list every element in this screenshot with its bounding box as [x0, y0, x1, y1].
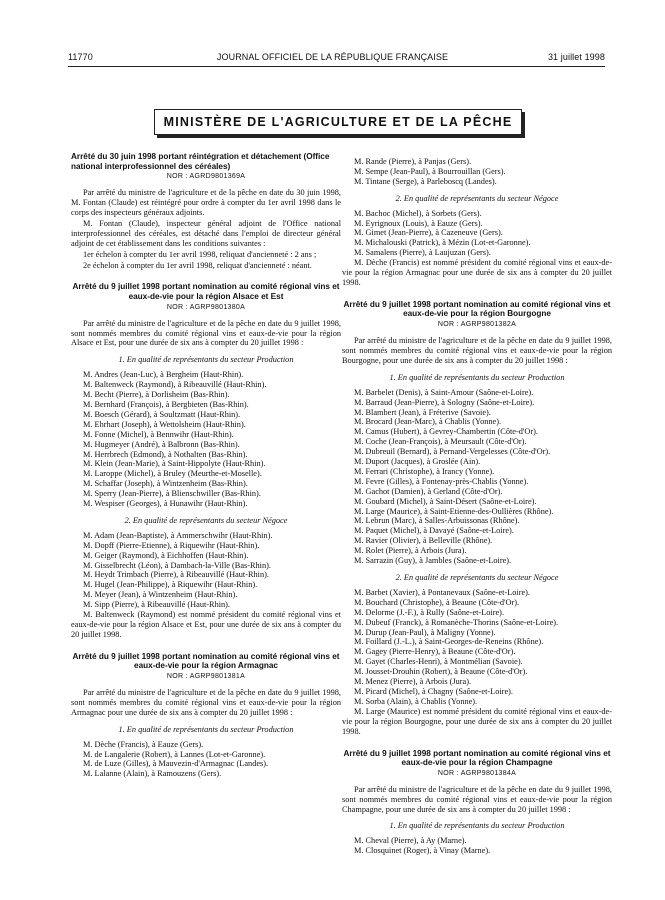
list-item: M. Boesch (Gérard), à Soultzmatt (Haut-Rhin).	[83, 409, 241, 419]
list-item: M. Paquet (Michel), à Davayé (Saône-et-Loire).	[354, 526, 514, 536]
journal-title: JOURNAL OFFICIEL DE LA RÉPUBLIQUE FRANÇAISE	[216, 52, 449, 62]
list-item: M. Adam (Jean-Baptiste), à Ammerschwihr (Haut-Rhin).	[83, 530, 273, 540]
list-item: M. Hugel (Jean-Philippe), à Riquewihr (Haut-Rhin).	[83, 580, 258, 590]
list-item: M. Samalens (Pierre), à Laujuzan (Gers).	[354, 248, 491, 258]
list-item: M. Large (Maurice), à Saint-Etienne-des-Oullières (Rhône).	[354, 506, 554, 516]
list-item: M. Rolet (Pierre), à Arbois (Jura).	[354, 546, 467, 556]
list-item: M. Tintane (Serge), à Parleboscq (Landes).	[354, 176, 497, 186]
list-item: M. Wespiser (Georges), à Hunawihr (Haut-Rhin).	[83, 499, 248, 509]
list-item: M. Blambert (Jean), à Fréterive (Savoie).	[354, 407, 491, 417]
paragraph: 1er échelon à compter du 1er avril 1998, reliquat d'ancienneté : 2 ans ;	[83, 249, 317, 259]
section-heading: 2. En qualité de représentants du secteur Négoce	[124, 515, 288, 525]
list-item: M. Duport (Jacques), à Groslée (Ain).	[354, 457, 481, 467]
list-item: M. Geiger (Raymond), à Eichhoffen (Haut-Rhin).	[83, 550, 249, 560]
list-item: M. Dubreuil (Bernard), à Pernand-Vergelesses (Côte-d'Or).	[354, 447, 551, 457]
member-list	[342, 157, 612, 187]
list-item: M. Rande (Pierre), à Panjas (Gers).	[354, 157, 472, 166]
member-list	[71, 740, 341, 780]
nor-reference: NOR : AGRD9801369A	[166, 173, 246, 181]
list-item: M. Gagey (Pierre-Henry), à Beaune (Côte-d'Or).	[354, 647, 516, 657]
list-item: M. Becht (Pierre), à Dorlisheim (Bas-Rhin).	[83, 390, 230, 400]
list-item: M. Durup (Jean-Paul), à Maligny (Yonne).	[354, 627, 496, 637]
header-rule	[68, 66, 605, 67]
paragraph: Par arrêté du ministre de l'agriculture et de la pêche en date du 9 juillet 1998, sont nommés membres du comité régional vins et eaux-de-vie pour la région Armagnac pour une durée de six ans à compter du 20 juillet 1998 :	[71, 688, 341, 717]
list-item: M. Barbelet (Denis), à Saint-Amour (Saône-et-Loire).	[354, 387, 534, 397]
ministry-title: MINISTÈRE DE L'AGRICULTURE ET DE LA PÊCHE	[163, 115, 513, 129]
list-item: M. Closquinet (Roger), à Vinay (Marne).	[354, 846, 491, 856]
member-list	[71, 531, 341, 610]
paragraph: Par arrêté du ministre de l'agriculture et de la pêche en date du 9 juillet 1998, sont nommés membres du comité régional vins et eaux-de-vie pour la région Champagne, pour une durée de six ans à compter du 20 juillet 1998 :	[342, 784, 612, 814]
decree-title: Arrêté du 9 juillet 1998 portant nomination au comité régional vins et eaux-de-vie pour la région Alsace et Est	[72, 282, 340, 302]
list-item: M. Klein (Jean-Marie), à Saint-Hippolyte (Haut-Rhin).	[83, 459, 266, 469]
paragraph: M. Fontan (Claude), inspecteur général adjoint de l'Office national interprofessionnel des céréales, est détaché dans l'emploi de directeur général adjoint de cet établissement dans les conditions suivantes :	[71, 218, 341, 248]
ministry-banner	[154, 109, 522, 135]
list-item: M. Ehrhart (Joseph), à Wettolsheim (Haut-Rhin).	[83, 419, 246, 429]
list-item: M. Sipp (Pierre), à Ribeauvillé (Haut-Rhin).	[83, 600, 231, 610]
list-item: M. Baltenweck (Raymond), à Ribeauvillé (Haut-Rhin).	[83, 380, 267, 390]
decree-title: Arrêté du 30 juin 1998 portant réintégration et détachement (Office national interprofessionnel des céréales)	[71, 152, 330, 171]
list-item: M. Picard (Michel), à Chagny (Saône-et-Loire).	[354, 686, 513, 696]
nor-reference: NOR : AGRP9801384A	[437, 769, 517, 777]
list-item: M. Michalouski (Patrick), à Mézin (Lot-et-Garonne).	[354, 238, 531, 248]
list-item: M. Fevre (Gilles), à Fontenay-près-Chablis (Yonne).	[354, 476, 529, 486]
list-item: M. Menez (Pierre), à Arbois (Jura).	[354, 677, 472, 687]
list-item: M. Bouchard (Christophe), à Beaune (Côte-d'Or).	[354, 597, 520, 607]
decree-champagne	[342, 749, 612, 857]
nor-reference: NOR : AGRP9801382A	[437, 321, 517, 329]
list-item: M. Sperry (Jean-Pierre), à Blienschwiller (Bas-Rhin).	[83, 489, 261, 499]
list-item: M. de Langalerie (Robert), à Lannes (Lot-et-Garonne).	[83, 749, 266, 759]
list-item: M. Dubeuf (Franck), à Romanèche-Thorins (Saône-et-Loire).	[354, 617, 559, 627]
list-item: M. Gayet (Charles-Henri), à Montmélian (Savoie).	[354, 657, 523, 667]
list-item: M. Brocard (Jean-Marc), à Chablis (Yonne).	[354, 417, 502, 427]
decree-reintegration	[71, 152, 341, 270]
list-item: M. Eyrignoux (Louis), à Eauze (Gers).	[354, 218, 483, 228]
list-item: M. Laroppe (Michel), à Bruley (Meurthe-et-Moselle).	[83, 469, 262, 479]
section-heading: 1. En qualité de représentants du secteur Production	[118, 355, 294, 365]
paragraph: M. Baltenweck (Raymond) est nommé président du comité régional vins et eaux-de-vie pour la région Alsace et Est, pour une durée de six ans à compter du 20 juillet 1998.	[71, 610, 341, 639]
list-item: M. Sarrazin (Guy), à Jambles (Saône-et-Loire).	[354, 556, 512, 566]
list-item: M. Dopff (Pierre-Etienne), à Riquewihr (Haut-Rhin).	[83, 540, 260, 550]
list-item: M. Jousset-Drouhin (Robert), à Beaune (Côte-d'Or).	[354, 667, 528, 677]
left-column	[71, 152, 341, 779]
paragraph: Par arrêté du ministre de l'agriculture et de la pêche en date du 9 juillet 1998, sont nommés membres du comité régional vins et eaux-de-vie pour la région Alsace et Est, pour une durée de six ans à compter du 20 juillet 1998 :	[71, 318, 341, 348]
list-item: M. Schaffar (Joseph), à Wintzenheim (Bas-Rhin).	[83, 479, 248, 489]
list-item: M. Goubard (Michel), à Saint-Désert (Saône-et-Loire).	[354, 496, 537, 506]
list-item: M. Gisselbrecht (Léon), à Dambach-la-Ville (Bas-Rhin).	[83, 560, 271, 570]
list-item: M. Bachoc (Michel), à Sorbets (Gers).	[354, 208, 482, 218]
section-heading: 2. En qualité de représentants du secteur Négoce	[395, 573, 559, 582]
list-item: M. Fonne (Michel), à Bennwihr (Haut-Rhin).	[83, 429, 234, 439]
section-heading: 1. En qualité de représentants du secteur Production	[118, 724, 294, 734]
list-item: M. Gachot (Damien), à Gerland (Côte-d'Or).	[354, 486, 503, 496]
list-item: M. Barbet (Xavier), à Pontanevaux (Saône-et-Loire).	[354, 587, 531, 597]
list-item: M. Delorme (J.-F.), à Rully (Saône-et-Loire).	[354, 607, 505, 617]
list-item: M. Lalanne (Alain), à Ramouzens (Gers).	[83, 769, 222, 779]
list-item: M. Gimet (Jean-Pierre), à Cazeneuve (Gers).	[354, 228, 503, 238]
list-item: M. Sorba (Alain), à Chablis (Yonne).	[354, 696, 478, 706]
list-item: M. Lebrun (Marc), à Salles-Arbuissonas (Rhône).	[354, 516, 520, 526]
page-number: 11770	[68, 52, 93, 62]
member-list	[342, 588, 612, 707]
member-list	[71, 370, 341, 509]
decree-title: Arrêté du 9 juillet 1998 portant nomination au comité régional vins et eaux-de-vie pour la région Champagne	[343, 748, 611, 768]
list-item: M. Foillard (J.-L.), à Saint-Georges-de-Reneins (Rhône).	[354, 637, 544, 647]
list-item: M. Heydt Trimbach (Pierre), à Ribeauvillé (Haut-Rhin).	[83, 570, 269, 580]
section-heading: 1. En qualité de représentants du secteur Production	[389, 372, 565, 382]
list-item: M. de Luze (Gilles), à Mauvezin-d'Armagnac (Landes).	[83, 759, 269, 769]
right-column	[342, 157, 612, 856]
decree-bourgogne	[342, 300, 612, 737]
list-item: M. Herrbrech (Edmond), à Nothalten (Bas-Rhin).	[83, 449, 248, 459]
decree-armagnac	[71, 652, 341, 779]
paragraph: 2e échelon à compter du 1er avril 1998, reliquat d'ancienneté : néant.	[83, 260, 312, 270]
decree-title: Arrêté du 9 juillet 1998 portant nomination au comité régional vins et eaux-de-vie pour la région Armagnac	[72, 651, 340, 671]
issue-date: 31 juillet 1998	[547, 52, 605, 62]
paragraph: Par arrêté du ministre de l'agriculture et de la pêche en date du 9 juillet 1998, sont nommés membres du comité régional vins et eaux-de-vie pour la région Bourgogne, pour une durée de six ans à compter du 20 juillet 1998 :	[342, 336, 612, 365]
list-item: M. Cheval (Pierre), à Ay (Marne).	[354, 836, 467, 846]
list-item: M. Coche (Jean-François), à Meursault (Côte-d'Or).	[354, 437, 527, 447]
decree-title: Arrêté du 9 juillet 1998 portant nomination au comité régional vins et eaux-de-vie pour la région Bourgogne	[343, 299, 611, 319]
list-item: M. Meyer (Jean), à Wintzenheim (Haut-Rhin).	[83, 590, 238, 600]
section-heading: 2. En qualité de représentants du secteur Négoce	[395, 193, 559, 203]
list-item: M. Hugmeyer (André), à Balbronn (Bas-Rhin).	[83, 439, 240, 449]
member-list	[342, 836, 612, 856]
nor-reference: NOR : AGRP9801380A	[166, 303, 246, 311]
section-heading: 1. En qualité de représentants du secteur Production	[389, 821, 565, 831]
paragraph: M. Large (Maurice) est nommé président du comité régional vins et eaux-de-vie pour la région Bourgogne, pour une durée de six ans à compter du 20 juillet 1998.	[342, 706, 612, 736]
list-item: M. Andres (Jean-Luc), à Bergheim (Haut-Rhin).	[83, 370, 244, 380]
member-list	[342, 209, 612, 259]
list-item: M. Bernhard (François), à Bergbieten (Bas-Rhin).	[83, 399, 249, 409]
list-item: M. Camus (Hubert), à Gevrey-Chambertin (Côte-d'Or).	[354, 427, 538, 437]
paragraph: M. Dèche (Francis) est nommé président du comité régional vins et eaux-de-vie pour la région Armagnac pour une durée de six ans à compter du 20 juillet 1998.	[342, 258, 612, 287]
list-item: M. Ravier (Olivier), à Belleville (Rhône).	[354, 536, 493, 546]
decree-alsace	[71, 282, 341, 639]
list-item: M. Sempe (Jean-Paul), à Bourrouillan (Gers).	[354, 166, 506, 176]
paragraph: Par arrêté du ministre de l'agriculture et de la pêche en date du 30 juin 1998, M. Fontan (Claude) est réintégré pour ordre à compter du 1er avril 1998 dans le corps des inspecteurs généraux adjoints.	[71, 188, 341, 217]
list-item: M. Dèche (Francis), à Eauze (Gers).	[83, 739, 204, 749]
member-list	[342, 388, 612, 566]
list-item: M. Ferrari (Christophe), à Irancy (Yonne).	[354, 466, 495, 476]
nor-reference: NOR : AGRP9801381A	[166, 673, 246, 680]
list-item: M. Barraud (Jean-Pierre), à Sologny (Saône-et-Loire).	[354, 397, 535, 407]
